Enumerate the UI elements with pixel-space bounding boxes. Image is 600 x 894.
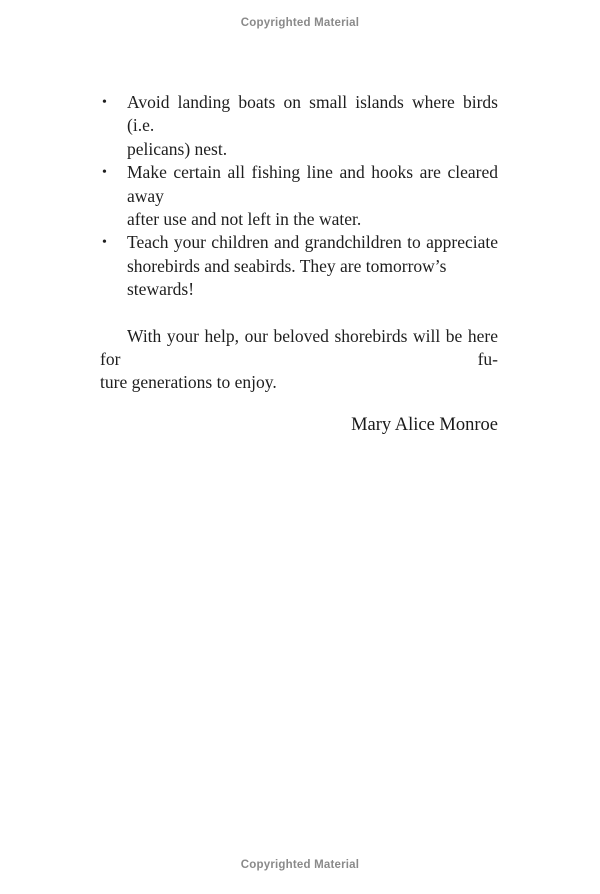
copyright-watermark-top: Copyrighted Material <box>240 17 360 29</box>
text-line: Teach your children and grandchildren to appreciate <box>127 232 498 253</box>
copyright-watermark-bottom: Copyrighted Material <box>240 859 360 871</box>
text-line: after use and not left in the water. <box>127 209 362 230</box>
text-line: Avoid landing boats on small islands where birds (i.e. <box>127 92 498 136</box>
bullet-text <box>127 91 498 161</box>
text-line: ture generations to enjoy. <box>100 372 277 393</box>
page-body-text <box>100 91 498 437</box>
author-signature: Mary Alice Monroe <box>351 414 498 435</box>
bullet-icon: • <box>102 235 107 251</box>
list-item <box>100 231 498 301</box>
bullet-icon: • <box>102 165 107 181</box>
text-line: Make certain all fishing line and hooks are cleared away <box>127 162 498 206</box>
bullet-text <box>127 161 498 231</box>
bullet-icon: • <box>102 95 107 110</box>
closing-paragraph <box>100 325 498 395</box>
text-line: shorebirds and seabirds. They are tomorrow’s stewards! <box>127 255 447 300</box>
text-line: pelicans) nest. <box>127 138 228 159</box>
list-item <box>100 161 498 231</box>
bullet-text <box>127 231 498 301</box>
list-item <box>100 91 498 161</box>
text-line: With your help, our beloved shorebirds will be here for fu- <box>100 325 498 370</box>
